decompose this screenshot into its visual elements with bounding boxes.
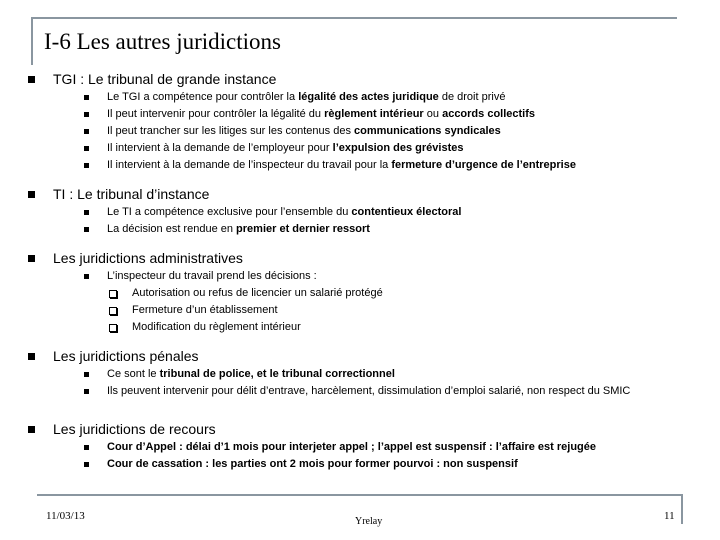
item-text: La décision est rendue en — [107, 223, 237, 235]
page-number: 11 — [664, 510, 675, 522]
square-bullet-icon — [84, 389, 89, 394]
checkbox-bullet-icon — [109, 290, 117, 298]
sub-item-text: Fermeture d’un établissement — [132, 304, 278, 316]
item-bold-text: accords collectifs — [442, 108, 536, 120]
item-bold-text: tribunal de police, et le tribunal correctionnel — [159, 368, 395, 380]
sub-item-text: Autorisation ou refus de licencier un salarié protégé — [132, 287, 383, 299]
square-bullet-icon — [84, 274, 89, 279]
item-bold-text: légalité des actes juridique — [298, 91, 439, 103]
square-bullet-icon — [84, 129, 89, 134]
section-heading-text: TGI : Le tribunal de grande instance — [53, 71, 277, 87]
section-heading-text: TI : Le tribunal d’instance — [53, 186, 210, 202]
item-bold-text: communications syndicales — [354, 125, 501, 137]
square-bullet-icon — [28, 191, 35, 198]
item-text: L’inspecteur du travail prend les décisions : — [107, 270, 317, 282]
item-text: Il peut trancher sur les litiges sur les contenus des — [107, 125, 355, 137]
item-text: Il intervient à la demande de l’employeur pour — [107, 142, 333, 154]
item-bold-text: fermeture d’urgence de l’entreprise — [391, 159, 576, 171]
item-text: Le TI a compétence exclusive pour l’ensemble du — [107, 206, 352, 218]
checkbox-bullet-icon — [109, 324, 117, 332]
item-bold-text: premier et dernier ressort — [236, 223, 370, 235]
item-bold-text: Cour de cassation : les parties ont 2 mois pour former pourvoi : non suspensif — [107, 458, 518, 470]
square-bullet-icon — [28, 255, 35, 262]
section-heading-text: Les juridictions de recours — [53, 421, 216, 437]
section-heading-text: Les juridictions administratives — [53, 250, 243, 266]
square-bullet-icon — [28, 353, 35, 360]
frame-top-line — [31, 17, 677, 19]
square-bullet-icon — [84, 227, 89, 232]
item-bold-text: Cour d’Appel : délai d’1 mois pour interjeter appel ; l’appel est suspensif : l’affaire est rejugée — [107, 441, 597, 453]
square-bullet-icon — [84, 163, 89, 168]
square-bullet-icon — [84, 445, 89, 450]
item-bold-text: l’expulsion des grévistes — [332, 142, 464, 154]
square-bullet-icon — [28, 76, 35, 83]
item-text: de droit privé — [438, 91, 506, 103]
item-text: Ce sont le — [107, 368, 160, 380]
square-bullet-icon — [84, 112, 89, 117]
item-text: Ils peuvent intervenir pour délit d’entrave, harcèlement, dissimulation d’emploi salarié, non respect du SMIC — [107, 385, 631, 397]
footer-author: Yrelay — [355, 516, 383, 527]
item-text: Le TGI a compétence pour contrôler la — [107, 91, 299, 103]
frame-left-line — [31, 17, 33, 65]
frame-right-line — [681, 494, 683, 524]
item-bold-text: règlement intérieur — [324, 108, 424, 120]
square-bullet-icon — [84, 462, 89, 467]
square-bullet-icon — [84, 372, 89, 377]
square-bullet-icon — [28, 426, 35, 433]
item-bold-text: contentieux électoral — [351, 206, 462, 218]
footer-date: 11/03/13 — [46, 510, 85, 522]
item-text: ou — [423, 108, 443, 120]
square-bullet-icon — [84, 210, 89, 215]
slide-title: I-6 Les autres juridictions — [44, 29, 281, 54]
sub-item-text: Modification du règlement intérieur — [132, 321, 301, 333]
item-text: Il intervient à la demande de l’inspecteur du travail pour la — [107, 159, 392, 171]
square-bullet-icon — [84, 95, 89, 100]
square-bullet-icon — [84, 146, 89, 151]
checkbox-bullet-icon — [109, 307, 117, 315]
section-heading-text: Les juridictions pénales — [53, 348, 199, 364]
item-text: Il peut intervenir pour contrôler la légalité du — [107, 108, 325, 120]
frame-bottom-line — [37, 494, 683, 496]
